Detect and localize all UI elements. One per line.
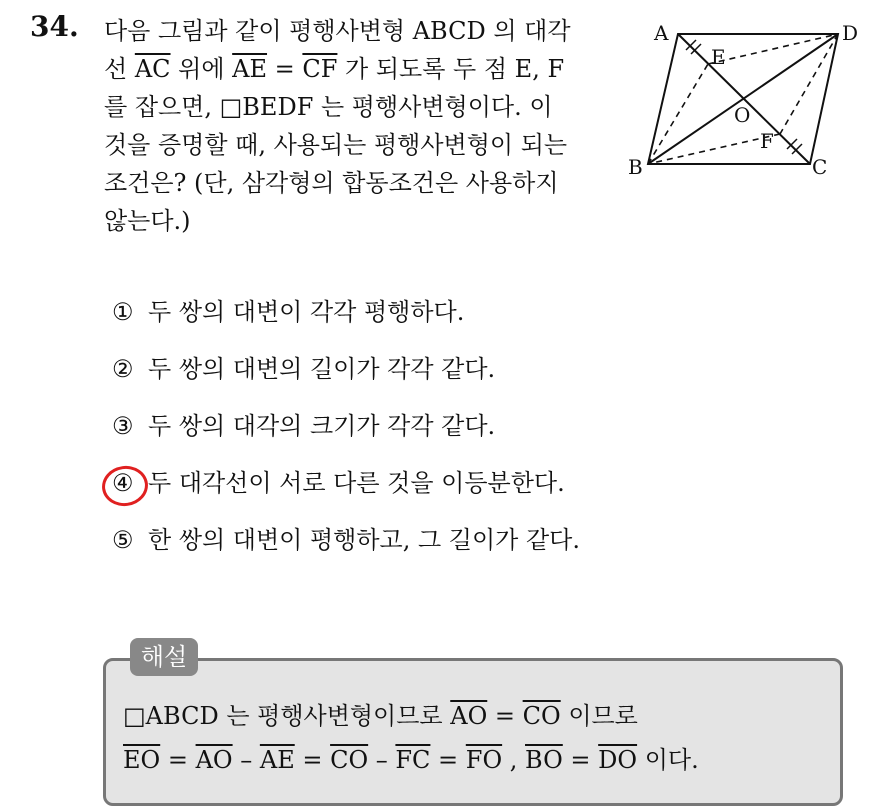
segment-do: $\overline{DO}$	[598, 746, 638, 774]
stem-line-3: 를 잡으면, □BEDF 는 평행사변형이다. 이	[104, 93, 553, 121]
solution-text-part: 이므로	[560, 702, 638, 730]
question-stem	[104, 12, 614, 240]
choice-5[interactable]	[112, 520, 580, 577]
label-a: A	[654, 21, 669, 45]
answer-choices	[112, 292, 580, 577]
segment-ao: $\overline{AO}$	[195, 746, 233, 774]
choice-text: 두 쌍의 대각의 크기가 각각 같다.	[148, 412, 496, 440]
choice-number: ④	[112, 469, 134, 497]
solution-line-1	[123, 694, 699, 738]
solution-text-part: =	[294, 746, 331, 774]
solution-text-part: =	[430, 746, 466, 774]
choice-number: ①	[112, 298, 134, 326]
label-o: O	[734, 103, 751, 127]
segment-co: $\overline{CO}$	[522, 702, 561, 730]
segment-cf: $\overline{CF}$	[302, 55, 338, 83]
stem-line-6: 않는다.)	[104, 207, 191, 235]
choice-number: ③	[112, 412, 134, 440]
label-c: C	[812, 155, 828, 179]
label-d: D	[842, 21, 859, 45]
question-number: 34.	[30, 10, 79, 43]
solution-text-part: =	[160, 746, 196, 774]
solution-text-part: □ABCD 는 평행사변형이므로	[123, 702, 451, 730]
solution-text-part: 이다.	[637, 746, 699, 774]
choice-text: 두 대각선이 서로 다른 것을 이등분한다.	[148, 469, 565, 497]
stem-text: 선	[104, 55, 135, 83]
solution-line-2	[123, 738, 699, 782]
choice-text: 한 쌍의 대변이 평행하고, 그 길이가 같다.	[148, 526, 580, 554]
choice-4[interactable]	[112, 463, 580, 520]
stem-line-2	[104, 50, 614, 88]
stem-line-4: 것을 증명할 때, 사용되는 평행사변형이 되는	[104, 131, 568, 159]
label-b: B	[628, 155, 643, 179]
diagonal-bd	[648, 34, 838, 164]
choice-number: ⑤	[112, 526, 134, 554]
segment-ac: $\overline{AC}$	[134, 55, 171, 83]
solution-text	[123, 694, 699, 782]
parallelogram-figure	[622, 18, 862, 188]
segment-ae: $\overline{AE}$	[259, 746, 295, 774]
segment-eo: $\overline{EO}$	[123, 746, 161, 774]
choice-text: 두 쌍의 대변의 길이가 각각 같다.	[148, 355, 496, 383]
solution-text-part: –	[232, 746, 260, 774]
stem-text: 가 되도록 두 점 E, F	[337, 55, 565, 83]
choice-2[interactable]	[112, 349, 580, 406]
segment-be	[648, 64, 708, 164]
solution-text-part: =	[562, 746, 599, 774]
segment-fc: $\overline{FC}$	[395, 746, 431, 774]
segment-co: $\overline{CO}$	[330, 746, 369, 774]
segment-ed	[708, 34, 838, 64]
choice-1[interactable]	[112, 292, 580, 349]
segment-fo: $\overline{FO}$	[465, 746, 503, 774]
stem-line-1: 다음 그림과 같이 평행사변형 ABCD 의 대각	[104, 17, 571, 45]
stem-text: 위에	[170, 55, 233, 83]
choice-text: 두 쌍의 대변이 각각 평행하다.	[148, 298, 465, 326]
solution-text-part: =	[487, 702, 523, 730]
tick-mark-ae	[686, 40, 696, 50]
segment-bo: $\overline{BO}$	[525, 746, 563, 774]
stem-line-5: 조건은? (단, 삼각형의 합동조건은 사용하지	[104, 169, 559, 197]
segment-df	[780, 34, 838, 134]
label-f: F	[760, 129, 774, 153]
stem-text: =	[267, 55, 303, 83]
label-e: E	[711, 45, 726, 69]
choice-3[interactable]	[112, 406, 580, 463]
segment-ao: $\overline{AO}$	[450, 702, 488, 730]
solution-text-part: ,	[502, 746, 526, 774]
solution-tag: 해설	[130, 638, 198, 676]
segment-ae: $\overline{AE}$	[232, 55, 268, 83]
solution-text-part: –	[368, 746, 396, 774]
choice-number: ②	[112, 355, 134, 383]
